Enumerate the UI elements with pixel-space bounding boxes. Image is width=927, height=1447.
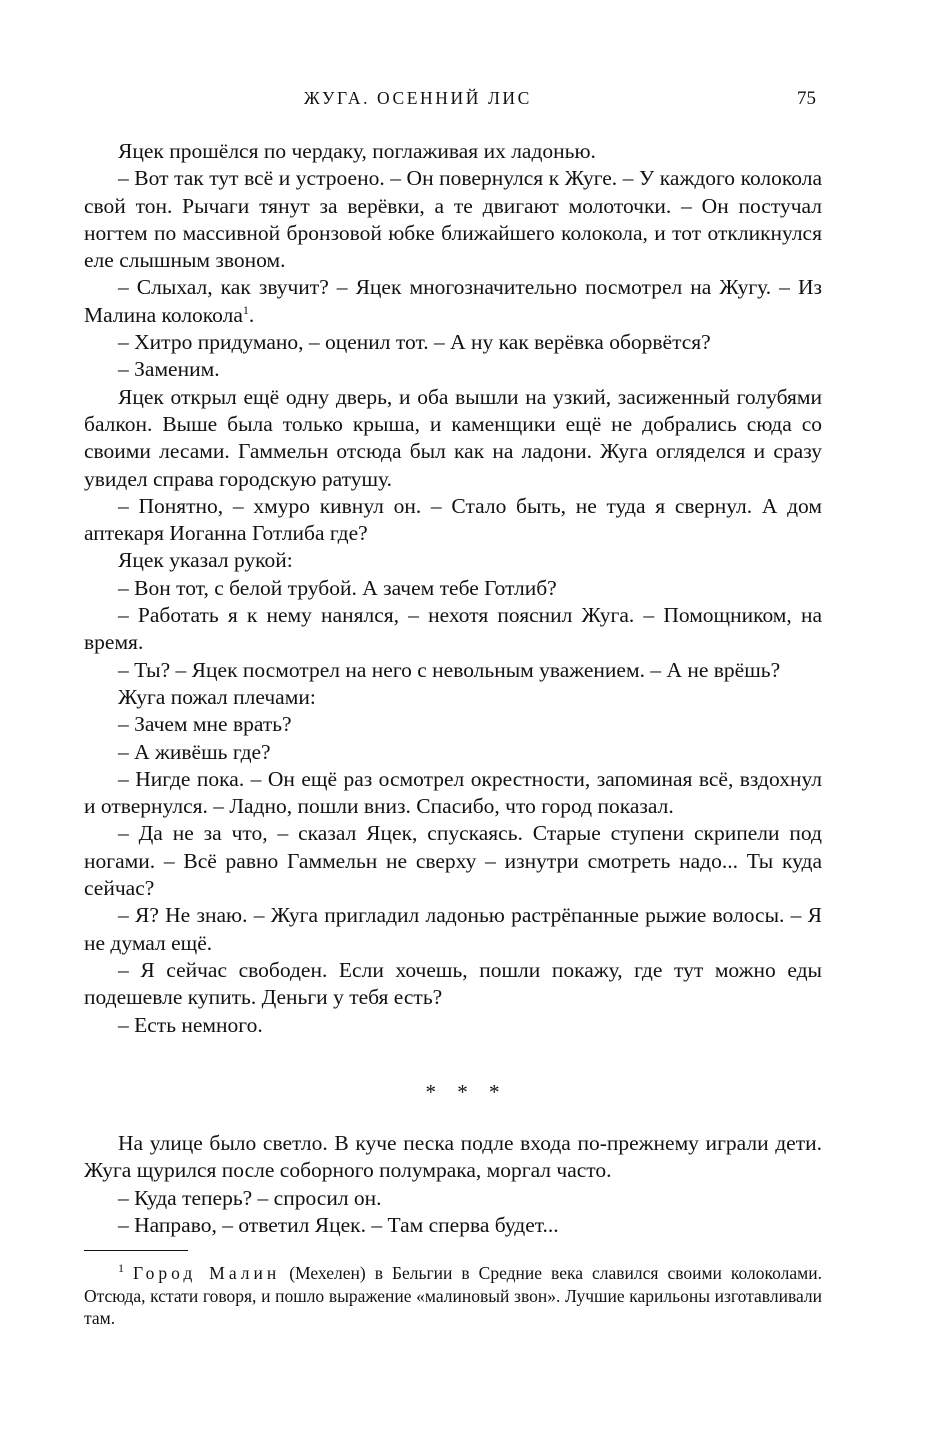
paragraph: На улице было светло. В куче песка подле входа по-прежнему играли дети. Жуга щурился после соборного полумрака, моргал часто. [84, 1131, 822, 1183]
paragraph: – Хитро придумано, – оценил тот. – А ну как верёвка оборвётся? [118, 330, 711, 355]
paragraph: Жуга пожал плечами: [118, 684, 316, 709]
paragraph: Яцек указал рукой: [118, 548, 293, 573]
paragraph: – Ты? – Яцек посмотрел на него с невольным уважением. – А не врёшь? [118, 657, 781, 682]
paragraph: – Вон тот, с белой трубой. А зачем тебе Готлиб? [118, 575, 557, 600]
paragraph: – Работать я к нему нанялся, – нехотя пояснил Жуга. – Помощником, на время. [84, 603, 822, 655]
paragraph: – Нигде пока. – Он ещё раз осмотрел окрестности, запоминая всё, вздохнул и отвернулся. – Ладно, пошли вниз. Спасибо, что город показал. [84, 766, 822, 819]
paragraph: – Да не за что, – сказал Яцек, спускаясь. Старые ступени скрипели под ногами. – Всё равно Гаммельн не сверху – изнутри смотреть надо... Ты куда сейчас? [84, 821, 822, 901]
paragraph: – Есть немного. [118, 1012, 263, 1037]
paragraph: – Зачем мне врать? [118, 712, 292, 737]
paragraph: – Я? Не знаю. – Жуга пригладил ладонью растрёпанные рыжие волосы. – Я не думал ещё. [84, 903, 822, 955]
page-number: 75 [797, 88, 816, 109]
main-text [84, 138, 822, 1039]
footnote-term: Город Малин [133, 1263, 281, 1283]
running-head: ЖУГА. ОСЕННИЙ ЛИС [304, 88, 532, 108]
footnote-mark: 1 [118, 1261, 124, 1276]
paragraph: – Понятно, – хмуро кивнул он. – Стало быть, не туда я свернул. А дом аптекаря Иоганна Готлиба где? [84, 493, 822, 546]
paragraph: – А живёшь где? [118, 739, 271, 764]
paragraph: – Куда теперь? – спросил он. [118, 1185, 382, 1210]
paragraph: – Направо, – ответил Яцек. – Там сперва будет... [118, 1212, 559, 1237]
paragraph: – Вот так тут всё и устроено. – Он повернулся к Жуге. – У каждого колокола свой тон. Рычаги тянут за верёвки, а те двигают молоточки. – Он постучал ногтем по массивной бронзовой юбке ближайшего колокола, и тот откликнулся еле слышным звоном. [84, 166, 822, 273]
main-text-continued [84, 1130, 822, 1239]
paragraph: – Я сейчас свободен. Если хочешь, пошли покажу, где тут можно еды подешевле купить. Деньги у тебя есть? [84, 957, 822, 1010]
footnote-paragraph [84, 1262, 822, 1330]
footnote-divider [84, 1250, 188, 1251]
paragraph-text: – Слыхал, как звучит? – Яцек многозначительно посмотрел на Жугу. – Из Малина колокола [84, 275, 822, 327]
paragraph: Яцек открыл ещё одну дверь, и оба вышли на узкий, засиженный голубями балкон. Выше была только крыша, и каменщики ещё не добрались сюда со своими лесами. Гаммельн отсюда был как на ладони. Жуга огляделся и сразу увидел справа городскую ратушу. [84, 384, 822, 491]
footnote-text: (Мехелен) в Бельгии в Средние века славился своими колоколами. Отсюда, кстати говоря, и пошло выражение «малиновый звон». Лучшие карильоны изготавливали там. [84, 1263, 822, 1328]
paragraph: Яцек прошёлся по чердаку, поглаживая их ладонью. [118, 139, 596, 163]
footnote-reference[interactable]: 1 [242, 302, 249, 317]
footnote [84, 1262, 822, 1330]
paragraph: – Заменим. [118, 357, 220, 382]
paragraph-with-footnote [84, 274, 822, 329]
paragraph-end: . [248, 302, 255, 327]
section-break: * * * [425, 1080, 502, 1104]
